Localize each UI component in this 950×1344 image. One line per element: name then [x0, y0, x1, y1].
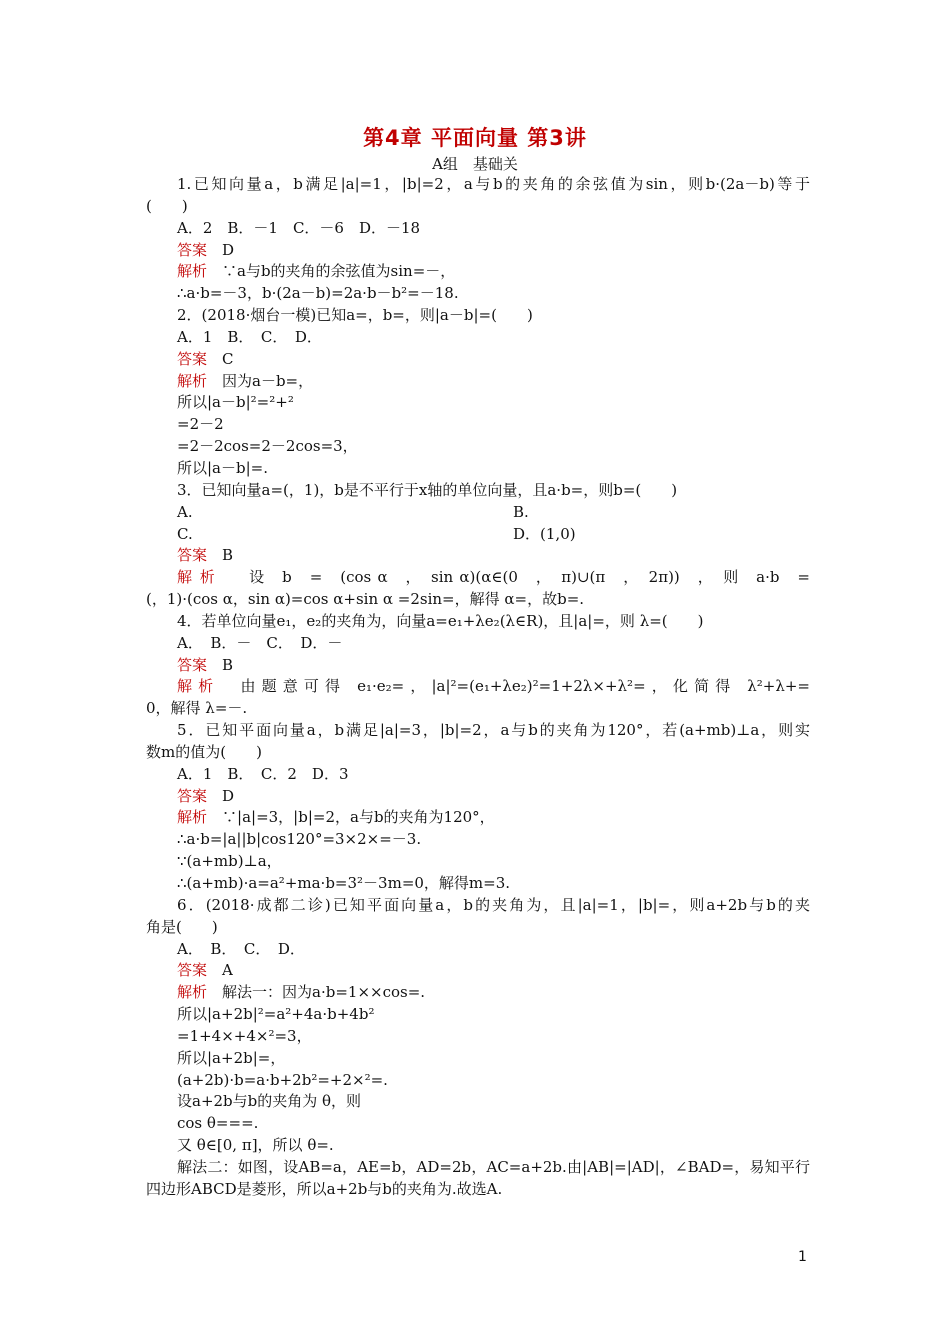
- text-line: [146, 1179, 810, 1201]
- line-text: A． B． C． D．: [177, 939, 305, 958]
- answer-label: 答案: [177, 240, 208, 259]
- line-text: 2．(2018·烟台一模)已知a=，b=，则|a－b|=( ): [177, 306, 533, 325]
- section-subtitle: A组 基础关: [432, 155, 518, 173]
- answer-label: 解 析: [177, 568, 217, 587]
- line-text: A． B．－ C． D．－: [177, 633, 343, 652]
- text-line: [146, 545, 810, 567]
- text-line: [146, 960, 810, 982]
- line-text: =1+4×+4×²=3，: [177, 1026, 312, 1045]
- text-line: [146, 676, 810, 698]
- text-line: [146, 458, 810, 480]
- option-right: B.: [513, 502, 529, 521]
- document-body: [146, 174, 810, 1201]
- line-text: 解法一：因为a·b=1××cos=.: [207, 983, 426, 1002]
- line-text: ( ): [146, 196, 188, 215]
- line-text: A．1 B． C． D．: [177, 327, 322, 346]
- answer-label: 答案: [177, 349, 208, 368]
- text-line: [146, 1048, 810, 1070]
- option-left: C.: [177, 524, 193, 543]
- text-line: [146, 655, 810, 677]
- answer-label: 解析: [177, 262, 208, 281]
- line-text: D: [207, 240, 235, 259]
- text-line: [146, 261, 810, 283]
- line-text: 所以|a－b|²=²+²: [177, 393, 294, 412]
- line-text: 5．已知平面向量a，b满足|a|=3，|b|=2，a与b的夹角为120°，若(a+mb)⊥a，则实: [177, 721, 810, 740]
- option-right: D．(1,0): [513, 524, 576, 543]
- line-text: 角是( ): [146, 917, 218, 936]
- text-line: [146, 633, 810, 655]
- text-line: [146, 1135, 810, 1157]
- text-line: [146, 436, 810, 458]
- text-line: [146, 218, 810, 240]
- line-text: 所以|a+2b|²=a²+4a·b+4b²: [177, 1005, 375, 1024]
- text-line: [146, 240, 810, 262]
- text-line: [146, 567, 810, 589]
- line-text: 设 b = (cos α ， sin α)(α∈(0 ， π)∪(π ， 2π)) ， 则 a·b =: [216, 568, 810, 587]
- text-line: [146, 742, 810, 764]
- text-line: [146, 611, 810, 633]
- answer-label: 答案: [177, 655, 208, 674]
- text-line: [146, 196, 810, 218]
- text-line: [146, 807, 810, 829]
- text-line: [146, 1070, 810, 1092]
- option-left: A.: [177, 502, 193, 521]
- line-text: 所以|a+2b|=，: [177, 1048, 286, 1067]
- line-text: ∴a·b=－3，b·(2a－b)=2a·b－b²=－18.: [177, 284, 459, 303]
- text-line: [146, 720, 810, 742]
- page-title: 第4章 平面向量 第3讲: [363, 126, 587, 150]
- line-text: 数m的值为( ): [146, 742, 262, 761]
- line-text: 解法二：如图，设AB=a，AE=b，AD=2b，AC=a+2b.由|AB|=|AD|，∠BAD=，易知平行: [177, 1157, 810, 1176]
- text-line: [146, 895, 810, 917]
- text-line: [146, 982, 810, 1004]
- line-text: A．2 B．－1 C．－6 D．－18: [177, 218, 421, 237]
- text-line: [146, 1004, 810, 1026]
- text-line: [146, 502, 810, 524]
- line-text: D: [207, 786, 235, 805]
- text-line: [146, 764, 810, 786]
- text-line: [146, 327, 810, 349]
- line-text: 1.已知向量a，b满足|a|=1，|b|=2，a与b的夹角的余弦值为sin，则b·(2a－b)等于: [177, 175, 810, 193]
- line-text: cos θ===.: [177, 1114, 259, 1133]
- answer-label: 解析: [177, 677, 220, 696]
- line-text: ∵(a+mb)⊥a，: [177, 852, 282, 871]
- line-text: ∴(a+mb)·a=a²+ma·b=3²－3m=0，解得m=3.: [177, 874, 511, 892]
- text-line: [146, 371, 810, 393]
- text-line: [146, 392, 810, 414]
- line-text: 4．若单位向量e₁，e₂的夹角为，向量a=e₁+λe₂(λ∈R)，且|a|=，则 λ=( ): [177, 611, 704, 630]
- text-line: [146, 349, 810, 371]
- line-text: ∵|a|=3，|b|=2，a与b的夹角为120°，: [207, 808, 495, 827]
- line-text: A．1 B． C．2 D．3: [177, 764, 349, 783]
- line-text: ∴a·b=|a||b|cos120°=3×2×=－3.: [177, 830, 422, 849]
- line-text: =2－2cos=2－2cos=3，: [177, 437, 358, 456]
- text-line: [146, 480, 810, 502]
- answer-label: 解析: [177, 808, 208, 827]
- text-line: [146, 851, 810, 873]
- page-number: 1: [798, 1249, 807, 1265]
- line-text: ∵a与b的夹角的余弦值为sin=－，: [207, 262, 456, 281]
- text-line: [146, 283, 810, 305]
- text-line: [146, 698, 810, 720]
- line-text: B: [207, 546, 234, 565]
- line-text: 0，解得 λ=－.: [146, 699, 248, 718]
- text-line: [146, 1091, 810, 1113]
- text-line: [146, 524, 810, 546]
- line-text: 由题意可得 e₁·e₂=，|a|²=(e₁+λe₂)²=1+2λ×+λ²=，化简得 λ²+λ+=: [219, 677, 810, 696]
- line-text: B: [207, 655, 234, 674]
- line-text: A: [207, 961, 233, 980]
- line-text: (，1)·(cos α，sin α)=cos α+sin α =2sin=，解得 α=，故b=.: [146, 590, 585, 609]
- text-line: [146, 589, 810, 611]
- line-text: 四边形ABCD是菱形，所以a+2b与b的夹角为.故选A.: [146, 1179, 503, 1198]
- line-text: 6．(2018·成都二诊)已知平面向量a，b的夹角为，且|a|=1，|b|=，则a+2b与b的夹: [177, 895, 810, 914]
- line-text: 又 θ∈[0, π]，所以 θ=.: [177, 1136, 334, 1155]
- answer-label: 解析: [177, 371, 208, 390]
- text-line: [146, 1113, 810, 1135]
- answer-label: 答案: [177, 546, 208, 565]
- answer-label: 答案: [177, 786, 208, 805]
- text-line: [146, 939, 810, 961]
- text-line: [146, 873, 810, 895]
- text-line: [146, 1157, 810, 1179]
- answer-label: 解析: [177, 983, 208, 1002]
- line-text: (a+2b)·b=a·b+2b²=+2×²=.: [177, 1070, 388, 1089]
- line-text: 所以|a－b|=.: [177, 458, 268, 477]
- text-line: [146, 1026, 810, 1048]
- line-text: 3．已知向量a=(，1)，b是不平行于x轴的单位向量，且a·b=，则b=( ): [177, 480, 678, 499]
- text-line: [146, 174, 810, 196]
- text-line: [146, 917, 810, 939]
- line-text: =2－2: [177, 415, 224, 434]
- text-line: [146, 305, 810, 327]
- text-line: [146, 414, 810, 436]
- answer-label: 答案: [177, 961, 208, 980]
- line-text: 因为a－b=，: [207, 371, 314, 390]
- line-text: 设a+2b与b的夹角为 θ，则: [177, 1092, 362, 1111]
- line-text: C: [207, 349, 234, 368]
- text-line: [146, 786, 810, 808]
- text-line: [146, 829, 810, 851]
